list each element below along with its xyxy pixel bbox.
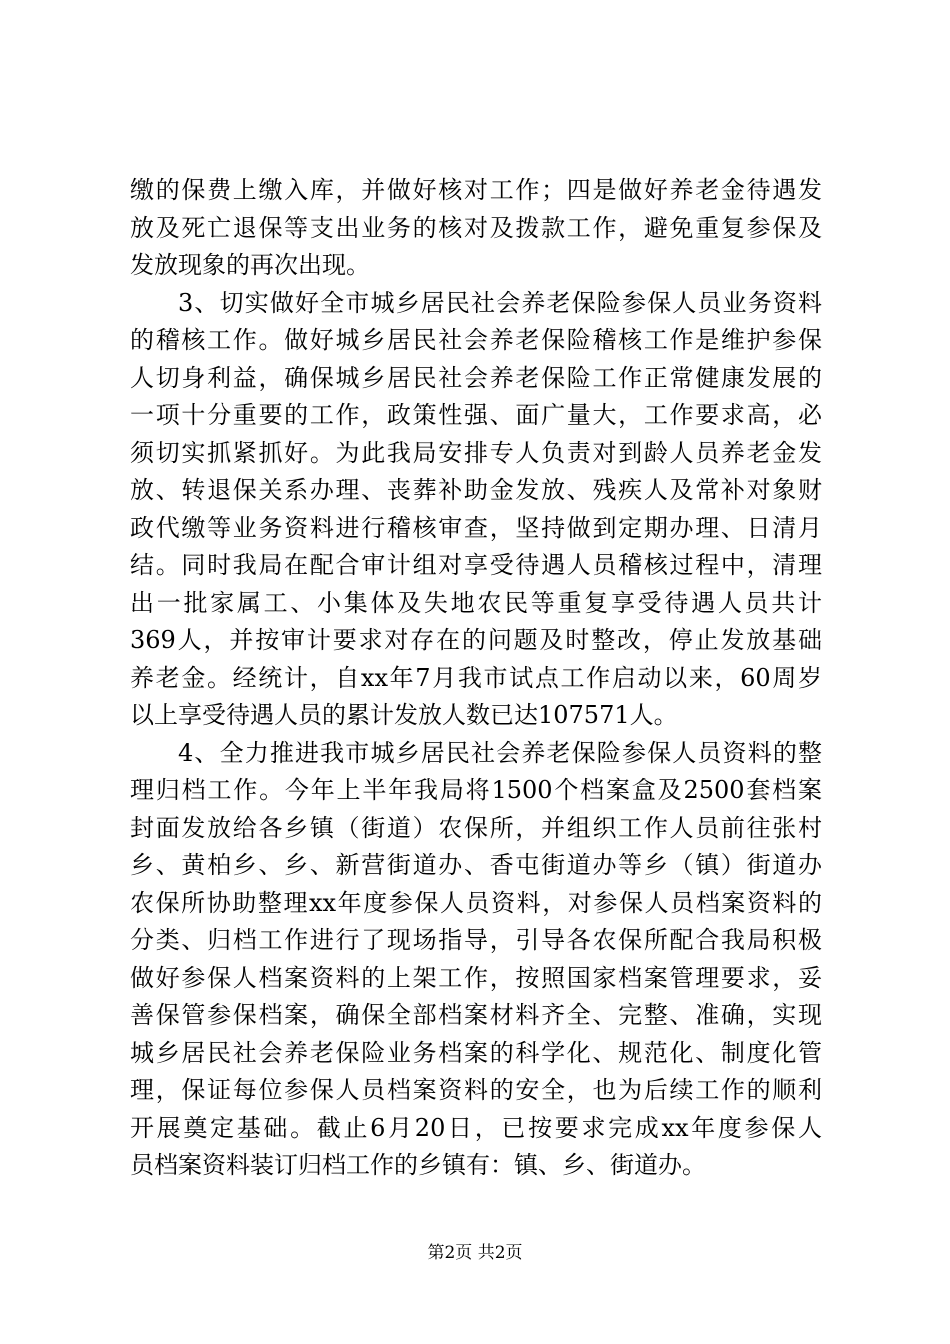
text-line: 放及死亡退保等支出业务的核对及拨款工作，避免重复参保及 [130,213,822,242]
text-line: 员档案资料装订归档工作的乡镇有：镇、乡、街道办。 [130,1151,706,1179]
text-line: 的稽核工作。做好城乡居民社会养老保险稽核工作是维护参保 [130,326,822,354]
text-line: 开展奠定基础。截止6月20日，已按要求完成xx年度参保人 [130,1113,822,1142]
page-footer [0,1241,950,1265]
text-line: 善保管参保档案，确保全部档案材料齐全、完整、准确，实现 [130,1001,822,1029]
text-line: 农保所协助整理xx年度参保人员资料，对参保人员档案资料的 [130,888,822,917]
text-line: 缴的保费上缴入库，并做好核对工作；四是做好养老金待遇发 [130,176,822,204]
paragraph-item-4 [130,735,822,1185]
text-line: 乡、黄柏乡、乡、新营街道办、香屯街道办等乡（镇）街道办 [130,851,822,879]
text-line: 城乡居民社会养老保险业务档案的科学化、规范化、制度化管 [130,1038,822,1067]
text-line: 369人，并按审计要求对存在的问题及时整改，停止发放基础 [130,626,822,654]
text-line: 封面发放给各乡镇（街道）农保所，并组织工作人员前往张村 [130,813,822,842]
text-line: 人切身利益，确保城乡居民社会养老保险工作正常健康发展的 [130,363,822,392]
paragraph-item-3 [130,285,822,735]
text-line: 4、全力推进我市城乡居民社会养老保险参保人员资料的整 [178,738,822,767]
page-number-label: 第2页 共2页 [427,1243,523,1263]
text-line: 以上享受待遇人员的累计发放人数已达107571人。 [130,701,678,729]
text-line: 出一批家属工、小集体及失地农民等重复享受待遇人员共计 [130,588,822,617]
text-line: 放、转退保关系办理、丧葬补助金发放、残疾人及常补对象财 [130,476,822,504]
text-line: 分类、归档工作进行了现场指导，引导各农保所配合我局积极 [130,926,822,954]
document-body [130,172,822,1185]
text-line: 理归档工作。今年上半年我局将1500个档案盒及2500套档案 [130,776,822,804]
text-line: 发放现象的再次出现。 [130,251,370,279]
text-line: 须切实抓紧抓好。为此我局安排专人负责对到龄人员养老金发 [130,438,822,467]
text-line: 理，保证每位参保人员档案资料的安全，也为后续工作的顺利 [130,1076,822,1104]
text-line: 养老金。经统计，自xx年7月我市试点工作启动以来，60周岁 [130,663,822,692]
text-line: 一项十分重要的工作，政策性强、面广量大，工作要求高，必 [130,401,822,429]
text-line: 做好参保人档案资料的上架工作，按照国家档案管理要求，妥 [130,963,822,992]
paragraph-continuation [130,172,822,285]
text-line: 3、切实做好全市城乡居民社会养老保险参保人员业务资料 [178,288,822,317]
text-line: 结。同时我局在配合审计组对享受待遇人员稽核过程中，清理 [130,551,822,579]
text-line: 政代缴等业务资料进行稽核审查，坚持做到定期办理、日清月 [130,513,822,542]
